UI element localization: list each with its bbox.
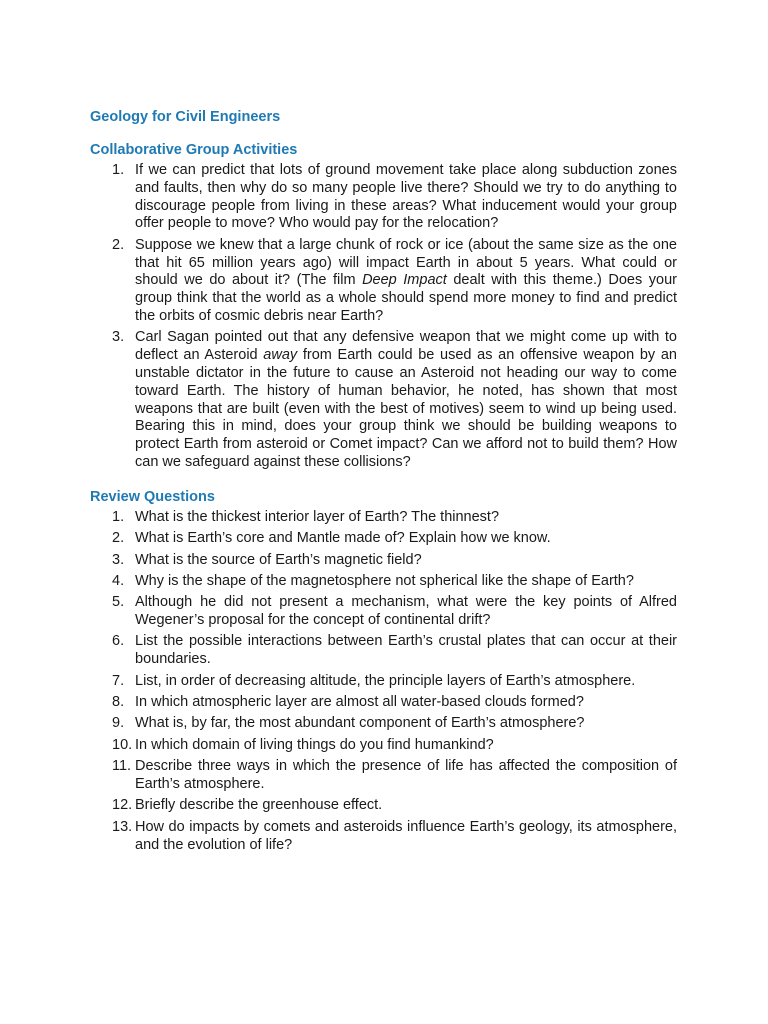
item-number: 13.: [112, 818, 133, 835]
item-text-part: If we can predict that lots of ground movement take place along subduction zones and faults, then why do so many people live there? Should we try to do anything to discourage people from living in these areas? What inducement would your group offer people to move? Who would pay for the relocation?: [135, 162, 677, 232]
item-number: 8.: [112, 694, 125, 711]
item-number: 11.: [112, 758, 132, 775]
item-text: What is the thickest interior layer of Earth? The thinnest?: [135, 508, 500, 525]
list-item: [90, 758, 677, 794]
list-item: [90, 633, 677, 669]
list-item: [90, 694, 677, 712]
section-heading: Review Questions: [90, 488, 215, 505]
item-text: In which domain of living things do you find humankind?: [135, 736, 494, 753]
section-collaborative-activities: [90, 141, 677, 472]
emphasis-italic: away: [263, 347, 298, 364]
item-text: How do impacts by comets and asteroids influence Earth’s geology, its atmosphere, and the evolution of life?: [135, 818, 677, 853]
item-text: [135, 237, 677, 326]
item-number: 2.: [112, 530, 125, 547]
list-item: [90, 237, 677, 326]
question-list: [90, 509, 677, 855]
list-item: [90, 715, 677, 733]
item-number: 10.: [112, 736, 133, 753]
list-item: [90, 530, 677, 548]
item-number: 1.: [112, 162, 125, 178]
item-text: In which atmospheric layer are almost all water-based clouds formed?: [135, 694, 584, 711]
item-text: Although he did not present a mechanism, what were the key points of Alfred Wegener’s proposal for the concept of continental drift?: [135, 594, 677, 629]
list-item: [90, 329, 677, 471]
item-text-part: Suppose we knew that a large chunk of rock or ice (about the same size as the one that hit 65 million years ago) will impact Earth in about 5 years. What could or should we do about it? (The film: [135, 236, 677, 289]
list-item: [90, 552, 677, 570]
item-text: What is, by far, the most abundant component of Earth’s atmosphere?: [135, 715, 585, 732]
list-item: [90, 737, 677, 755]
list-item: [90, 819, 677, 855]
list-item: [90, 509, 677, 527]
section-heading: Collaborative Group Activities: [90, 142, 298, 158]
list-item: [90, 797, 677, 815]
list-item: [90, 573, 677, 591]
section-review-questions: [90, 488, 677, 855]
item-text-part: dealt with this theme.) Does your group think that the world as a whole should spend more money to find and predict the orbits of cosmic debris near Earth?: [135, 272, 677, 324]
item-number: 6.: [112, 633, 125, 650]
item-number: 5.: [112, 594, 125, 611]
question-list: [90, 162, 677, 472]
item-number: 9.: [112, 715, 125, 732]
item-text: Why is the shape of the magnetosphere not spherical like the shape of Earth?: [135, 572, 634, 589]
item-text: Describe three ways in which the presence of life has affected the composition of Earth’s atmosphere.: [135, 758, 677, 793]
item-number: 12.: [112, 797, 133, 814]
list-item: [90, 673, 677, 691]
item-text: Briefly describe the greenhouse effect.: [135, 797, 383, 814]
item-text: List the possible interactions between Earth’s crustal plates that can occur at their boundaries.: [135, 633, 677, 668]
list-item: [90, 162, 677, 233]
item-text: What is Earth’s core and Mantle made of? Explain how we know.: [135, 530, 551, 547]
item-text: List, in order of decreasing altitude, the principle layers of Earth’s atmosphere.: [135, 672, 636, 689]
document-title: Geology for Civil Engineers: [90, 109, 281, 125]
item-text-part: from Earth could be used as an offensive weapon by an unstable dictator in the future to cause an Asteroid not heading our way to come toward Earth. The history of human behavior, he noted, has shown that most weapons that are built (even with the best of motives) seem to wind up being used. Bearing this in mind, does your group think we should be building weapons to protect Earth from asteroid or Comet impact? Can we afford not to build them? How can we safeguard against these collisions?: [135, 347, 677, 470]
item-number: 3.: [112, 551, 125, 568]
item-text: [135, 162, 677, 233]
item-number: 2.: [112, 236, 125, 253]
item-number: 7.: [112, 672, 125, 689]
item-number: 1.: [112, 508, 125, 525]
item-text: [135, 329, 677, 471]
film-title-italic: Deep Impact: [362, 272, 447, 289]
item-text-part: Carl Sagan pointed out that any defensive weapon that we might come up with to deflect an Asteroid: [135, 329, 677, 364]
item-number: 3.: [112, 329, 125, 346]
item-text: What is the source of Earth’s magnetic field?: [135, 551, 422, 568]
list-item: [90, 594, 677, 630]
item-number: 4.: [112, 572, 125, 589]
